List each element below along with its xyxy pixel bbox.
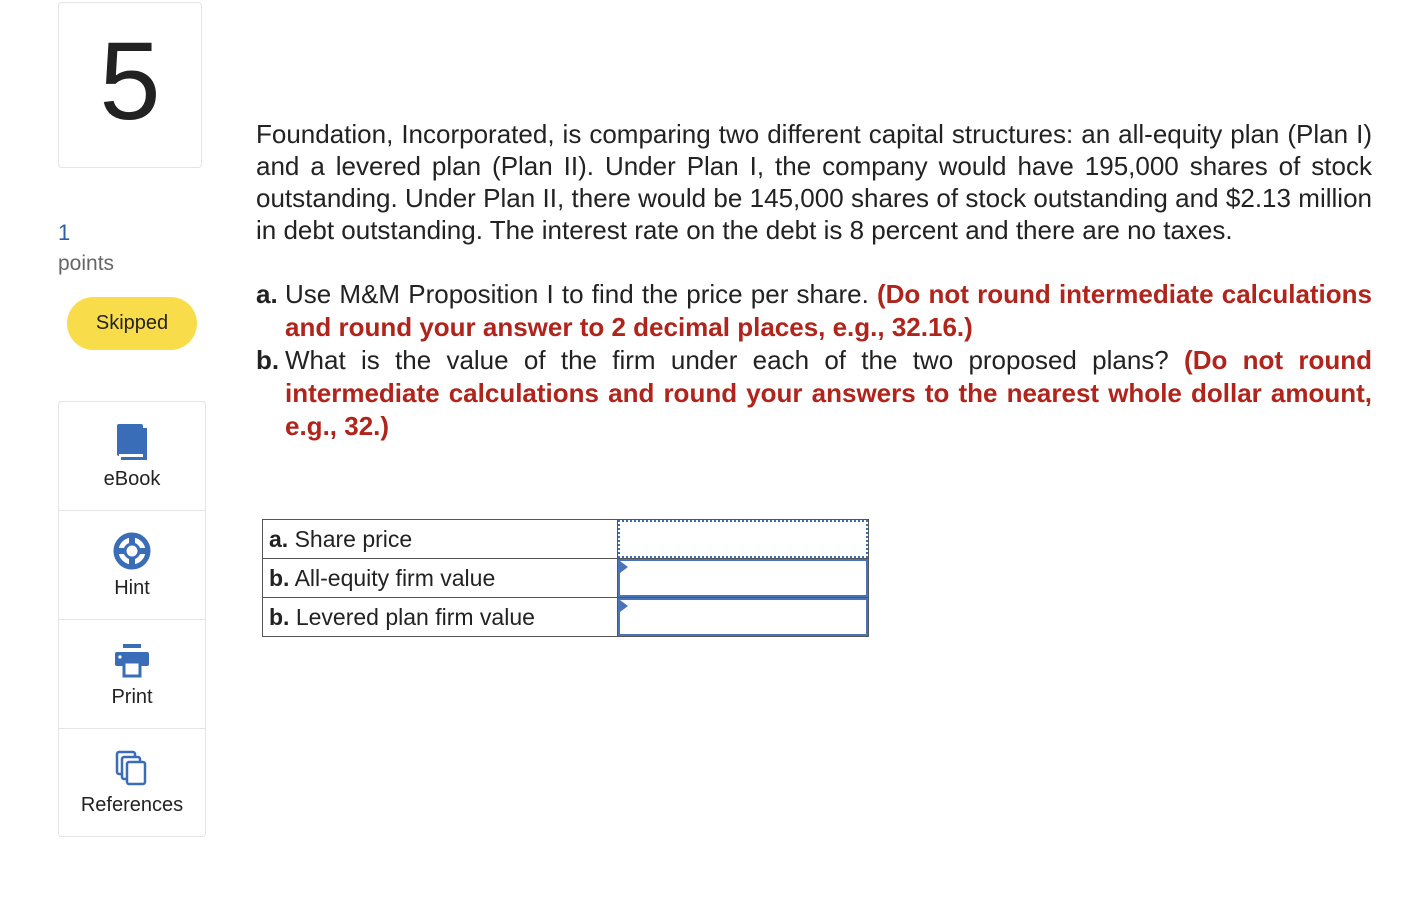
table-row	[263, 520, 869, 559]
row-prefix: a.	[269, 525, 289, 552]
row-label	[263, 598, 618, 637]
print-button[interactable]	[58, 619, 206, 728]
references-button[interactable]	[58, 728, 206, 837]
book-icon	[112, 422, 152, 462]
print-label: Print	[111, 685, 153, 708]
all-equity-value-input[interactable]	[618, 559, 868, 597]
part-text: What is the value of the firm under each of the two proposed plans?	[285, 345, 1185, 375]
points-value: 1	[58, 220, 71, 245]
share-price-cell	[618, 520, 869, 559]
question-number-card	[58, 2, 202, 168]
problem-parts	[256, 278, 1372, 443]
all-equity-value-cell	[618, 559, 869, 598]
part-a	[256, 278, 1372, 344]
hint-label: Hint	[114, 576, 150, 599]
lifebuoy-icon	[112, 531, 152, 571]
table-row	[263, 559, 869, 598]
part-body	[285, 344, 1372, 443]
question-number: 5	[99, 20, 161, 143]
status-badge: Skipped	[67, 297, 197, 350]
part-letter: b.	[256, 345, 280, 375]
ebook-label: eBook	[103, 467, 161, 490]
levered-value-input[interactable]	[618, 598, 868, 636]
table-row	[263, 598, 869, 637]
row-prefix: b.	[269, 603, 290, 630]
row-label-text: All-equity firm value	[289, 564, 496, 591]
part-body	[285, 278, 1372, 344]
answer-table	[262, 519, 869, 637]
share-price-input[interactable]	[618, 520, 868, 558]
part-instruction: (Do not round intermediate calculations and round your answers to the nearest whole dollar amount, e.g., 32.)	[285, 345, 1372, 441]
part-text: Use M&M Proposition I to find the price per share.	[285, 279, 877, 309]
copy-documents-icon	[112, 748, 152, 788]
references-label: References	[80, 794, 184, 816]
row-label	[263, 559, 618, 598]
part-letter: a.	[256, 279, 278, 309]
row-label	[263, 520, 618, 559]
hint-button[interactable]	[58, 510, 206, 619]
tool-panel	[58, 401, 206, 837]
problem-intro: Foundation, Incorporated, is comparing two different capital structures: an all-equity plan (Plan I) and a levered plan (Plan II). Under Plan I, the company would have 195,000 shares of stock outstanding. Under Plan II, there would be 145,000 shares of stock outstanding and $2.13 million in debt outstanding. The interest rate on the debt is 8 percent and there are no taxes.	[256, 119, 1372, 245]
part-instruction: (Do not round intermediate calculations and round your answer to 2 decimal places, e.g., 32.16.)	[285, 279, 1373, 342]
row-prefix: b.	[269, 564, 290, 591]
levered-value-cell	[618, 598, 869, 637]
row-label-text: Share price	[288, 525, 413, 552]
part-b	[256, 344, 1372, 443]
printer-icon	[112, 640, 152, 680]
question-content	[256, 118, 1372, 443]
points-label: points	[58, 252, 115, 275]
ebook-button[interactable]	[58, 401, 206, 510]
row-label-text: Levered plan firm value	[289, 603, 535, 630]
